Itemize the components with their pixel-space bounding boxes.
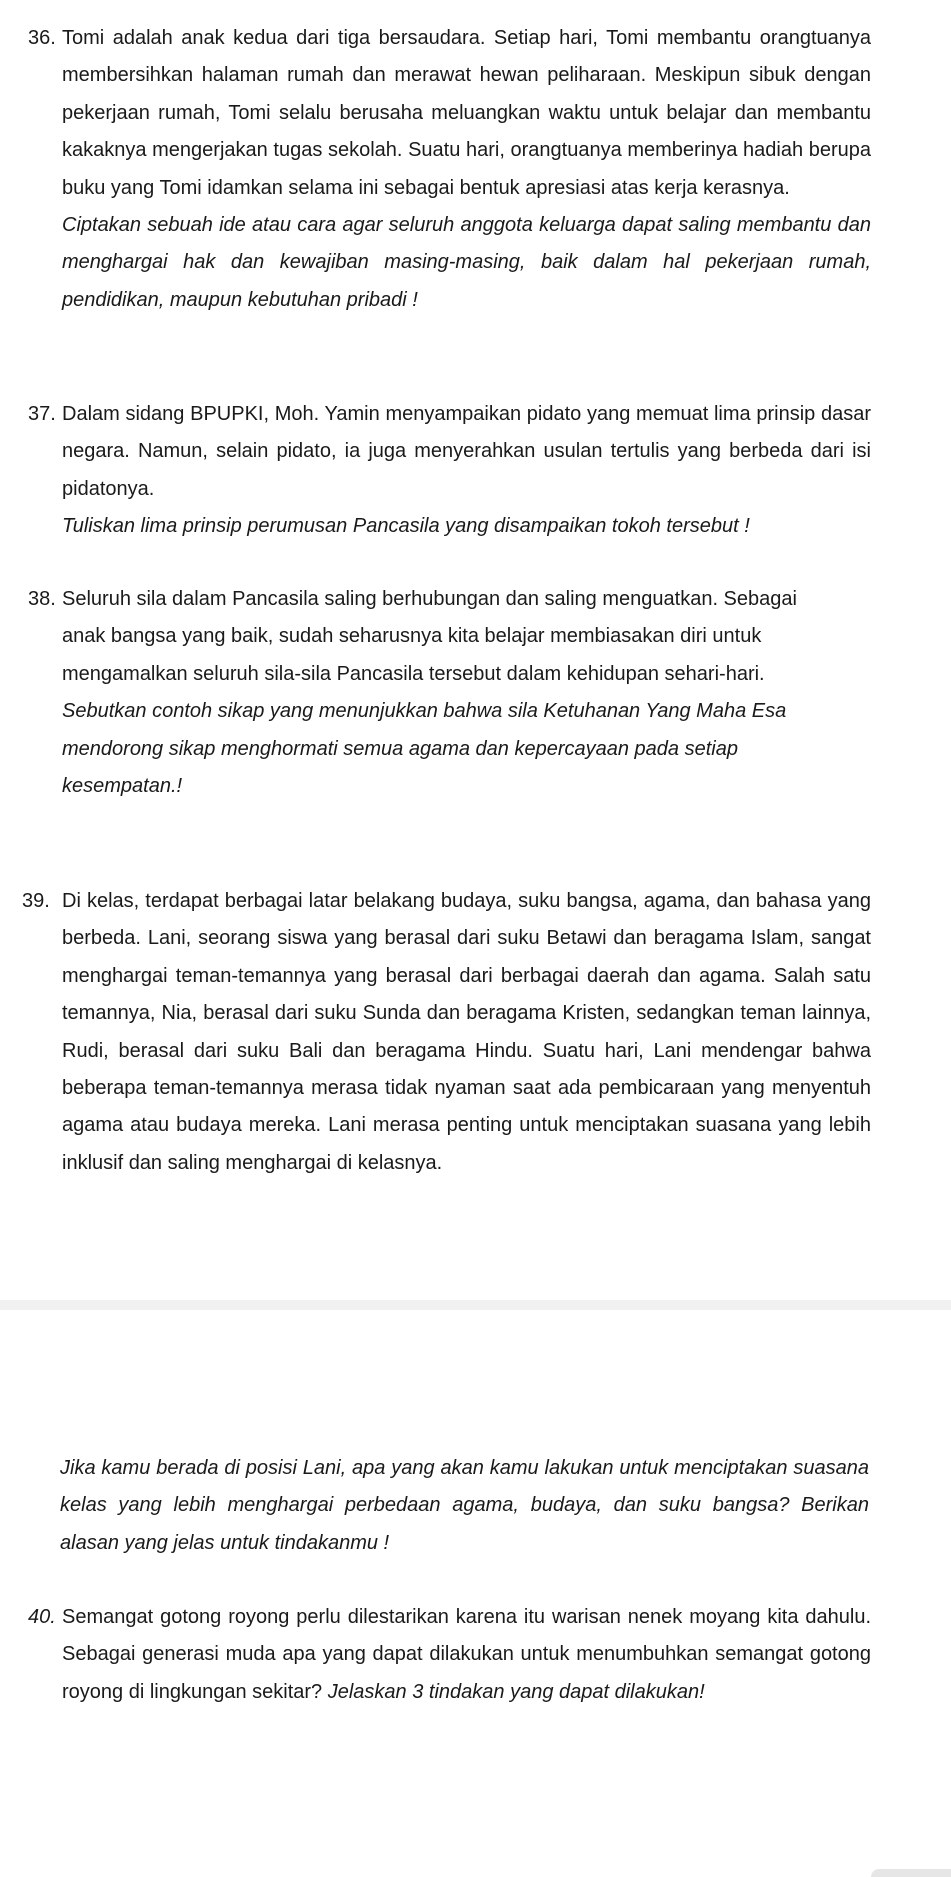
question-prompt: Jelaskan 3 tindakan yang dapat dilakukan!: [327, 1680, 705, 1703]
question-number: 40.: [28, 1606, 56, 1628]
question-number: 38.: [28, 588, 56, 610]
question-text: [62, 883, 871, 1182]
question-text: [62, 20, 871, 319]
question-number: 39.: [22, 890, 50, 912]
question-prompt: Tuliskan lima prinsip perumusan Pancasila yang disampaikan tokoh tersebut !: [62, 515, 750, 538]
question-number: 36.: [28, 27, 56, 49]
question-text: [62, 396, 871, 546]
question-body: Dalam sidang BPUPKI, Moh. Yamin menyampaikan pidato yang memuat lima prinsip dasar negara. Namun, selain pidato, ia juga menyerahkan usulan tertulis yang berbeda dari isi pidatonya.: [62, 403, 871, 500]
question-text: [62, 581, 822, 805]
question-number: 37.: [28, 403, 56, 425]
document-page-2: [0, 1310, 951, 1877]
question-body: Semangat gotong royong perlu dilestarikan karena itu warisan nenek moyang kita dahulu. Sebagai generasi muda apa yang dapat dilakukan untuk menumbuhkan semangat gotong royong di lingkungan sekitar?: [62, 1606, 871, 1703]
question-body: Seluruh sila dalam Pancasila saling berhubungan dan saling menguatkan. Sebagai anak bangsa yang baik, sudah seharusnya kita belajar membiasakan diri untuk mengamalkan seluruh sila-sila Pancasila tersebut dalam kehidupan sehari-hari.: [62, 588, 797, 685]
page-separator: [0, 1300, 951, 1310]
question-body: Di kelas, terdapat berbagai latar belakang budaya, suku bangsa, agama, dan bahasa yang berbeda. Lani, seorang siswa yang berasal dari suku Betawi dan beragama Islam, sangat menghargai teman-temannya yang berasal dari berbagai daerah dan agama. Salah satu temannya, Nia, berasal dari suku Sunda dan beragama Kristen, sedangkan teman lainnya, Rudi, berasal dari suku Bali dan beragama Hindu. Suatu hari, Lani mendengar bahwa beberapa teman-temannya merasa tidak nyaman saat ada pembicaraan yang menyentuh agama atau budaya mereka. Lani merasa penting untuk menciptakan suasana yang lebih inklusif dan saling menghargai di kelasnya.: [62, 890, 871, 1174]
question-text: [62, 1599, 871, 1711]
question-prompt: Ciptakan sebuah ide atau cara agar seluruh anggota keluarga dapat saling membantu dan menghargai hak dan kewajiban masing-masing, baik dalam hal pekerjaan rumah, pendidikan, maupun kebutuhan pribadi !: [62, 214, 871, 311]
scroll-corner: [871, 1869, 951, 1877]
question-prompt: Sebutkan contoh sikap yang menunjukkan bahwa sila Ketuhanan Yang Maha Esa mendorong sikap menghormati semua agama dan kepercayaan pada setiap kesempatan.!: [62, 700, 787, 798]
question-body: Tomi adalah anak kedua dari tiga bersaudara. Setiap hari, Tomi membantu orangtuanya membersihkan halaman rumah dan merawat hewan peliharaan. Meskipun sibuk dengan pekerjaan rumah, Tomi selalu berusaha meluangkan waktu untuk belajar dan membantu kakaknya mengerjakan tugas sekolah. Suatu hari, orangtuanya memberinya hadiah berupa buku yang Tomi idamkan selama ini sebagai bentuk apresiasi atas kerja kerasnya.: [62, 27, 871, 199]
question-text-continued: [60, 1450, 869, 1562]
question-prompt: Jika kamu berada di posisi Lani, apa yang akan kamu lakukan untuk menciptakan suasana kelas yang lebih menghargai perbedaan agama, budaya, dan suku bangsa? Berikan alasan yang jelas untuk tindakanmu !: [60, 1457, 869, 1554]
